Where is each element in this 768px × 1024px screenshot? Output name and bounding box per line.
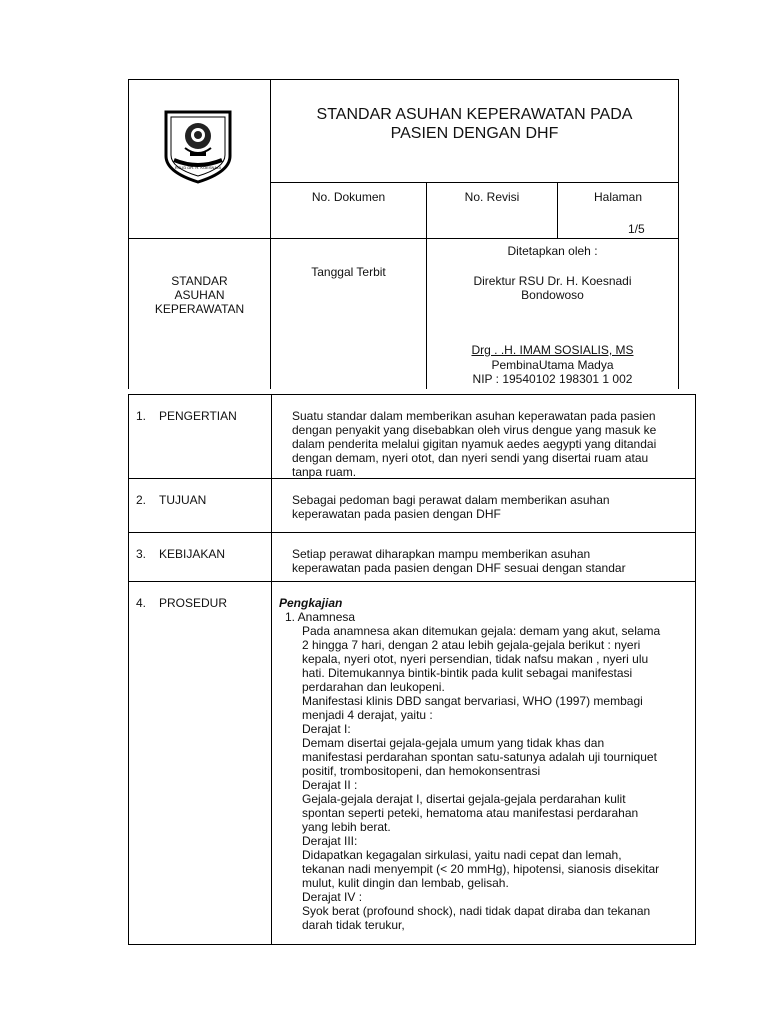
section-number-2: 2.: [136, 493, 147, 507]
section-heading-pengertian: PENGERTIAN: [159, 409, 237, 423]
procedure-body: Pada anamnesa akan ditemukan gejala: demam yang akut, selama 2 hingga 7 hari, dengan 2 atau lebih gejala-gejala berikut : nyeri kepala, nyeri otot, nyeri persendian, tidak nafsu makan , nyeri ulu hati. Ditemukannya bintik-bintik pada kulit sebagai manifestasi perdarahan dan leukopeni. Manifestasi klinis DBD sangat bervariasi, WHO (1997) membagi menjadi 4 derajat, yaitu : Derajat I: Demam disertai gejala-gejala umum yang tidak khas dan manifestasi perdarahan spontan satu-satunya adalah uji tourniquet positif, trombositopeni, dan hemokonsentrasi Derajat II : Gejala-gejala derajat I, disertai gejala-gejala perdarahan kulit spontan seperti peteki, hematoma atau manifestasi perdarahan yang lebih berat. Derajat III: Didapatkan kegagalan sirkulasi, yaitu nadi cepat dan lemah, tekanan nadi menyempit (< 20 mmHg), hipotensi, sianosis disekitar mulut, kulit dingin dan lembab, gelisah. Derajat IV : Syok berat (profound shock), nadi tidak dapat diraba dan tekanan darah tidak terukur,: [302, 624, 661, 932]
procedure-item-anamnesa: 1. Anamnesa: [285, 610, 356, 624]
document-title: [271, 105, 678, 143]
established-by-label: Ditetapkan oleh :: [507, 244, 598, 258]
section-heading-prosedur: PROSEDUR: [159, 596, 228, 610]
procedure-subheading: Pengkajian: [279, 596, 343, 610]
hospital-logo: [160, 106, 236, 186]
page-label: Halaman: [593, 190, 643, 204]
revision-label: No. Revisi: [464, 190, 520, 204]
logo-ribbon-text: RSUD DR. H. KOESNADI: [174, 165, 222, 170]
hospital-emblem-icon: [160, 106, 236, 186]
signatory-rank: PembinaUtama Madya: [491, 358, 614, 372]
section-heading-kebijakan: KEBIJAKAN: [159, 547, 226, 561]
title-line-1: STANDAR ASUHAN KEPERAWATAN PADA: [316, 106, 633, 123]
section-number-4: 4.: [136, 596, 147, 610]
section-number-1: 1.: [136, 409, 147, 423]
signatory-nip: NIP : 19540102 198301 1 002: [472, 372, 633, 386]
doc-number-label: No. Dokumen: [311, 190, 386, 204]
page-value: 1/5: [628, 222, 645, 236]
section-number-3: 3.: [136, 547, 147, 561]
section-body-pengertian: Suatu standar dalam memberikan asuhan keperawatan pada pasien dengan penyakit yang disebabkan oleh virus dengue yang masuk ke dalam penderita melalui gigitan nyamuk aedes aegypti yang ditandai dengan demam, nyeri otot, dan nyeri sendi yang disertai ruam atau tanpa ruam.: [292, 409, 657, 479]
section-heading-tujuan: TUJUAN: [159, 493, 207, 507]
title-line-2: PASIEN DENGAN DHF: [390, 125, 559, 142]
section-body-tujuan: Sebagai pedoman bagi perawat dalam memberikan asuhan keperawatan pada pasien dengan DHF: [292, 493, 610, 521]
section-body-kebijakan: Setiap perawat diharapkan mampu memberikan asuhan keperawatan pada pasien dengan DHF sesuai dengan standar: [292, 547, 626, 575]
sop-type-label: STANDAR ASUHAN KEPERAWATAN: [154, 274, 245, 316]
issue-date-label: Tanggal Terbit: [311, 265, 386, 279]
signatory-name: Drg . .H. IMAM SOSIALIS, MS: [471, 343, 634, 357]
director-title: Direktur RSU Dr. H. Koesnadi Bondowoso: [473, 274, 632, 302]
